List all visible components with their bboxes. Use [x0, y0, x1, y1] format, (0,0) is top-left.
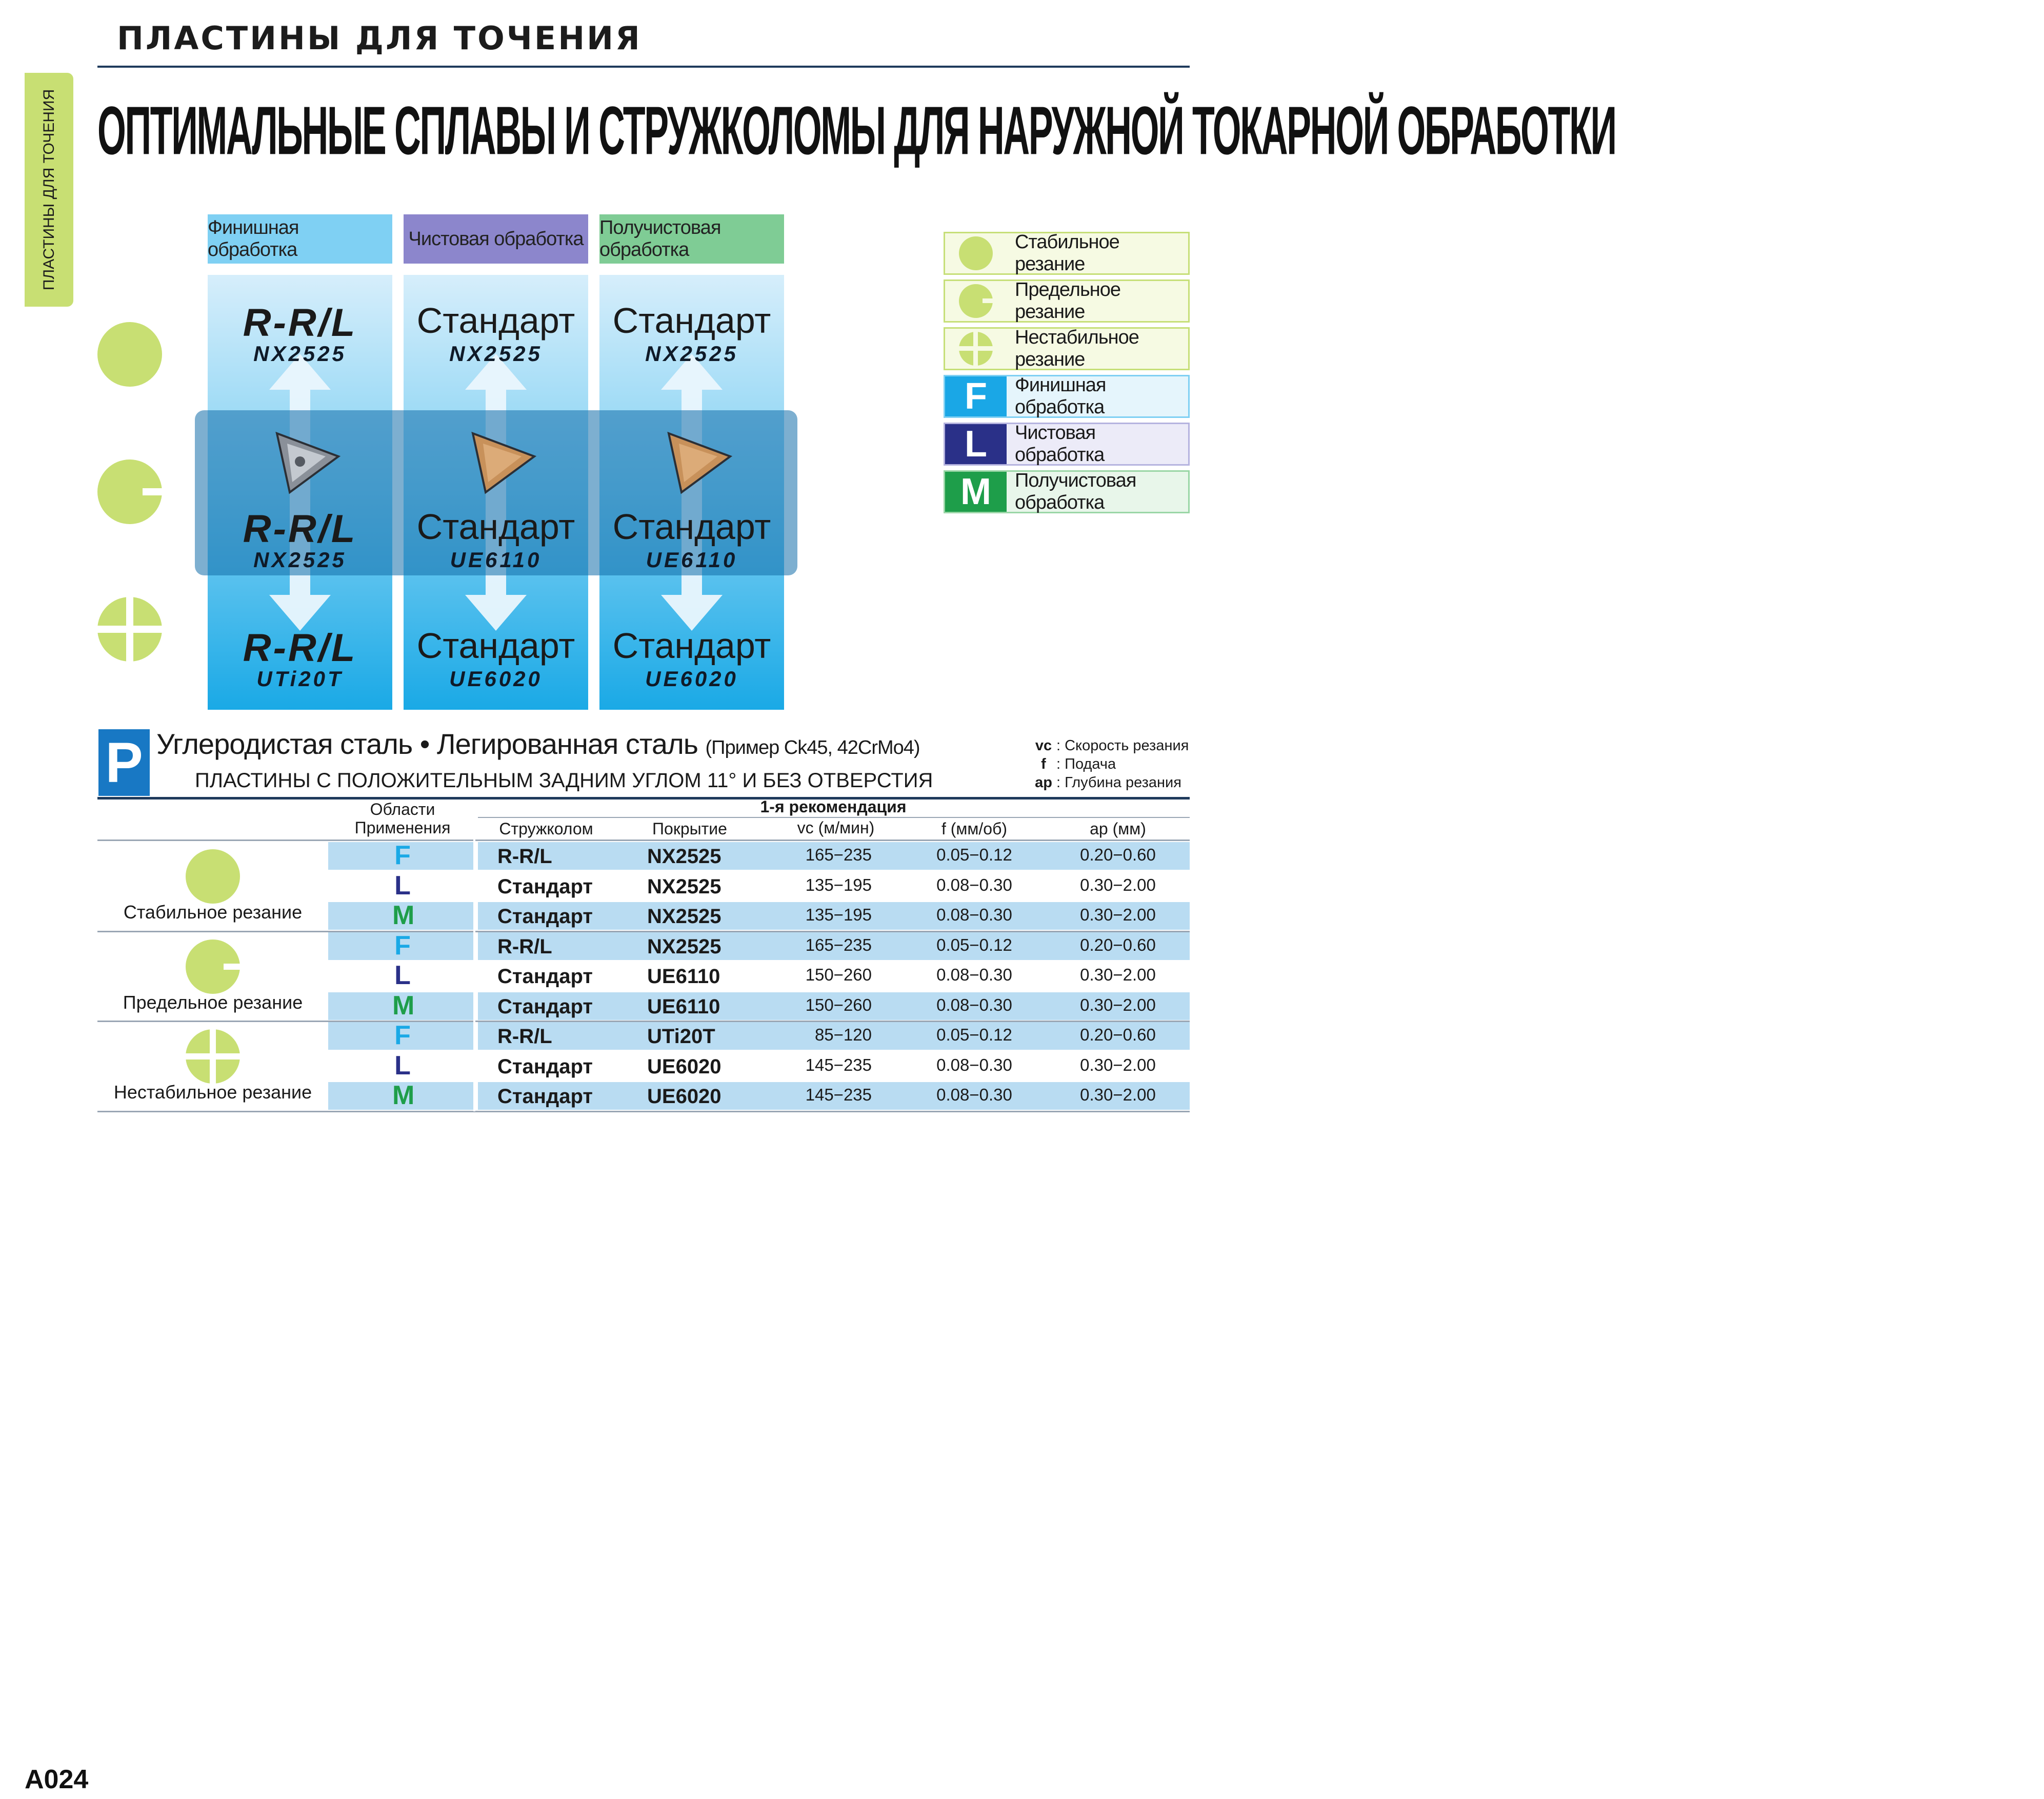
- limit-icon: [958, 283, 994, 319]
- main-title-text: ОПТИМАЛЬНЫЕ СПЛАВЫ И СТРУЖКОЛОМЫ ДЛЯ НАРУЖНОЙ ТОКАРНОЙ ОБРАБОТКИ: [97, 93, 1616, 169]
- legend-row-light: [944, 423, 1190, 466]
- feed-cell: 0.05−0.12: [936, 1025, 1012, 1044]
- matrix-cell-grade: UTi20T: [256, 667, 344, 691]
- coating-cell: UTi20T: [647, 1025, 715, 1048]
- insert-standard-icon: [465, 428, 537, 495]
- section-rule: [97, 797, 1190, 799]
- legend-label: Получистовая обработка: [1015, 470, 1136, 513]
- coating-cell: UE6110: [647, 965, 720, 988]
- header-application-1: Области: [370, 800, 435, 818]
- matrix-cell-grade: NX2525: [253, 548, 347, 572]
- column-header-medium: Получистовая обработка: [599, 214, 784, 264]
- matrix-cell-grade: UE6110: [450, 548, 542, 572]
- chipbreaker-cell: R-R/L: [497, 845, 552, 868]
- chipbreaker-cell: Стандарт: [497, 1085, 593, 1108]
- matrix-cell-grade: UE6020: [645, 667, 738, 691]
- matrix-cell-grade: UE6110: [646, 548, 738, 572]
- header-ap: ap (мм): [1090, 819, 1146, 838]
- chipbreaker-cell: Стандарт: [497, 1055, 593, 1078]
- page-number: A024: [25, 1765, 89, 1794]
- matrix-cell-grade: NX2525: [449, 342, 543, 366]
- section-subtitle: ПЛАСТИНЫ С ПОЛОЖИТЕЛЬНЫМ ЗАДНИМ УГЛОМ 11° И БЕЗ ОТВЕРСТИЯ: [195, 769, 933, 792]
- header-recommendation: 1-я рекомендация: [760, 797, 907, 816]
- header-sub-rule: [478, 817, 1190, 818]
- section-letter-badge: P: [98, 729, 150, 796]
- coating-cell: UE6020: [647, 1085, 722, 1108]
- matrix-cell-name: R-R/L: [243, 301, 357, 345]
- depth-cell: 0.30−2.00: [1080, 1055, 1156, 1074]
- vc-cell: 165−235: [805, 935, 872, 954]
- matrix-cell-name: Стандарт: [612, 301, 771, 341]
- abbreviation-ap: [1031, 774, 1181, 791]
- chipbreaker-cell: Стандарт: [497, 995, 593, 1018]
- matrix-cell-grade: UE6020: [449, 667, 543, 691]
- depth-cell: 0.20−0.60: [1080, 845, 1156, 864]
- legend-key-m: M: [960, 471, 991, 512]
- legend-row-medium: [944, 470, 1190, 513]
- side-tab[interactable]: [25, 73, 73, 307]
- depth-cell: 0.30−2.00: [1080, 995, 1156, 1014]
- group-rule: [97, 1111, 1190, 1112]
- chipbreaker-cell: Стандарт: [497, 965, 593, 988]
- feed-cell: 0.08−0.30: [936, 1055, 1012, 1074]
- matrix-cell-grade: NX2525: [645, 342, 738, 366]
- unstable-icon: [185, 1028, 241, 1085]
- coating-cell: UE6110: [647, 995, 720, 1018]
- matrix-cell-name: R-R/L: [243, 507, 357, 551]
- feed-cell: 0.08−0.30: [936, 1085, 1012, 1104]
- application-code: L: [394, 870, 411, 901]
- matrix-cell-grade: NX2525: [253, 342, 347, 366]
- vc-cell: 145−235: [805, 1085, 872, 1104]
- legend-label: Финишная обработка: [1015, 374, 1106, 418]
- abbreviation-f: [1031, 756, 1116, 773]
- stable-icon: [185, 848, 241, 905]
- stable-icon: [96, 321, 163, 388]
- header-f: f (мм/об): [941, 819, 1008, 838]
- header-coating: Покрытие: [652, 819, 727, 838]
- matrix-cell-name: Стандарт: [416, 301, 575, 341]
- chipbreaker-cell: Стандарт: [497, 875, 593, 898]
- coating-cell: NX2525: [647, 845, 722, 868]
- abbr-text: : Глубина резания: [1056, 774, 1181, 791]
- application-code: F: [394, 930, 411, 961]
- abbr-text: : Скорость резания: [1056, 737, 1189, 754]
- group-label: Нестабильное резание: [113, 1082, 312, 1103]
- legend-label: Чистовая обработка: [1015, 422, 1105, 466]
- feed-cell: 0.05−0.12: [936, 845, 1012, 864]
- matrix-cell-name: Стандарт: [416, 626, 575, 666]
- section-example: (Пример Ck45, 42CrMo4): [705, 737, 920, 758]
- legend-row-stable: [944, 232, 1190, 275]
- header-chipbreaker: Стружколом: [499, 819, 593, 838]
- chipbreaker-cell: Стандарт: [497, 905, 593, 928]
- header-rule: [97, 66, 1190, 68]
- legend-label: Нестабильное резание: [1015, 327, 1139, 370]
- side-tab-label: ПЛАСТИНЫ ДЛЯ ТОЧЕНИЯ: [40, 89, 57, 291]
- abbreviation-vc: [1031, 737, 1189, 754]
- application-code: L: [394, 961, 411, 990]
- section-title: ПЛАСТИНЫ ДЛЯ ТОЧЕНИЯ: [117, 19, 642, 57]
- abbr-text: : Подача: [1056, 756, 1116, 772]
- abbr-key: vc: [1035, 737, 1052, 754]
- coating-cell: UE6020: [647, 1055, 722, 1078]
- abbr-key: f: [1041, 756, 1046, 772]
- chipbreaker-cell: R-R/L: [497, 1025, 552, 1048]
- vc-cell: 85−120: [814, 1025, 872, 1044]
- depth-cell: 0.30−2.00: [1080, 1085, 1156, 1104]
- section-title: [156, 727, 920, 761]
- feed-cell: 0.05−0.12: [936, 935, 1012, 954]
- coating-cell: NX2525: [647, 905, 722, 928]
- legend-row-finish: [944, 375, 1190, 418]
- header-application-2: Применения: [354, 818, 451, 837]
- coating-cell: NX2525: [647, 875, 722, 898]
- limit-icon: [96, 458, 163, 525]
- stable-icon: [958, 235, 994, 271]
- main-title: [97, 92, 1616, 169]
- chipbreaker-cell: R-R/L: [497, 935, 552, 958]
- vc-cell: 135−195: [805, 875, 872, 894]
- feed-cell: 0.08−0.30: [936, 875, 1012, 894]
- vc-cell: 165−235: [805, 845, 872, 864]
- depth-cell: 0.30−2.00: [1080, 905, 1156, 924]
- feed-cell: 0.08−0.30: [936, 905, 1012, 924]
- depth-cell: 0.30−2.00: [1080, 965, 1156, 984]
- section-title-text: Углеродистая сталь • Легированная сталь: [156, 728, 698, 760]
- group-label: Предельное резание: [123, 991, 303, 1013]
- feed-cell: 0.08−0.30: [936, 965, 1012, 984]
- application-code: M: [392, 1081, 415, 1110]
- insert-standard-icon: [661, 428, 733, 495]
- depth-cell: 0.30−2.00: [1080, 875, 1156, 894]
- legend-label: Стабильное резание: [1015, 231, 1119, 275]
- insert-rrl-icon: [269, 428, 341, 495]
- column-header-light: Чистовая обработка: [404, 214, 588, 264]
- legend-key-f: F: [965, 376, 987, 417]
- header-vc: vc (м/мин): [797, 818, 875, 837]
- vc-cell: 150−260: [805, 995, 872, 1014]
- vc-cell: 150−260: [805, 965, 872, 984]
- application-code: M: [392, 990, 415, 1021]
- feed-cell: 0.08−0.30: [936, 995, 1012, 1014]
- column-header-finish: Финишная обработка: [208, 214, 392, 264]
- vc-cell: 145−235: [805, 1055, 872, 1074]
- application-code: M: [392, 901, 415, 930]
- application-code: F: [394, 1021, 411, 1050]
- depth-cell: 0.20−0.60: [1080, 1025, 1156, 1044]
- matrix-cell-name: R-R/L: [243, 626, 357, 670]
- unstable-icon: [96, 596, 163, 663]
- depth-cell: 0.20−0.60: [1080, 935, 1156, 954]
- limit-icon: [185, 938, 241, 995]
- legend-label: Предельное резание: [1015, 279, 1121, 323]
- table-header-rule: [97, 839, 1190, 841]
- vc-cell: 135−195: [805, 905, 872, 924]
- column-gap: [473, 800, 475, 1111]
- application-code: F: [394, 841, 411, 870]
- matrix-cell-name: Стандарт: [612, 626, 771, 666]
- legend-key-l: L: [965, 424, 987, 465]
- group-label: Стабильное резание: [123, 902, 303, 923]
- legend-row-limit: [944, 279, 1190, 323]
- matrix-cell-name: Стандарт: [416, 507, 575, 547]
- coating-cell: NX2525: [647, 935, 722, 958]
- abbr-key: ap: [1035, 774, 1052, 791]
- matrix-cell-name: Стандарт: [612, 507, 771, 547]
- unstable-icon: [958, 331, 994, 367]
- application-code: L: [394, 1050, 411, 1081]
- legend-row-unstable: [944, 327, 1190, 370]
